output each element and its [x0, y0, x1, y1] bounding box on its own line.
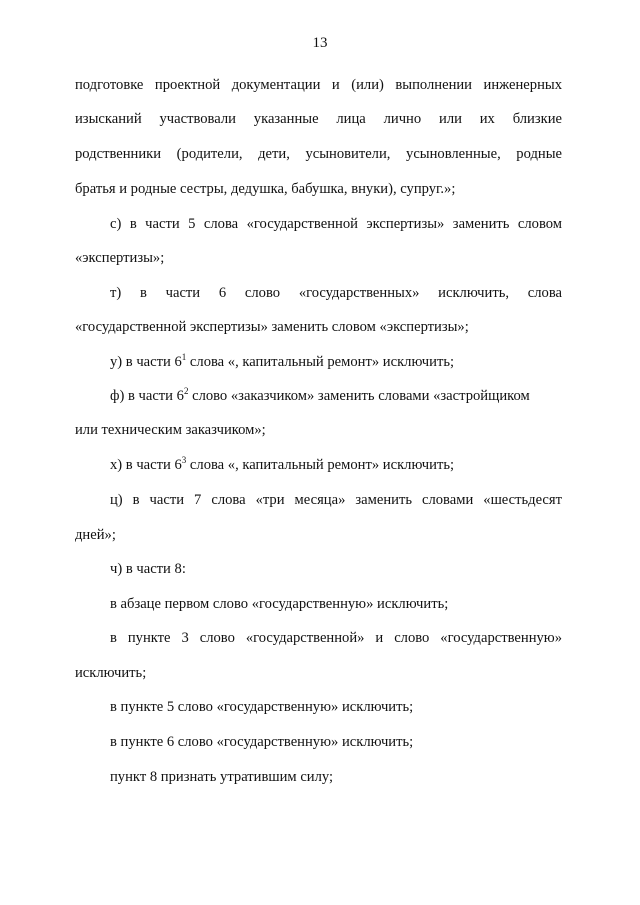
text-line-3: родственники (родители, дети, усыновители, усыновленные, родные [75, 146, 562, 162]
item-ch-line: ч) в части 8: [110, 561, 186, 577]
superscript-2: 2 [183, 386, 189, 396]
item-s-line-2: «экспертизы»; [75, 250, 165, 266]
item-t-line-2: «государственной экспертизы» заменить словом «экспертизы»; [75, 319, 469, 335]
superscript-3: 3 [181, 455, 187, 465]
item-kh-line [110, 456, 454, 474]
item-ts-line-1: ц) в части 7 слова «три месяца» заменить словами «шестьдесят [110, 492, 562, 508]
item-kh-text: х) в части 6 [110, 457, 182, 473]
item-u-text-rest: слова «, капитальный ремонт» исключить; [186, 354, 455, 370]
item-f-text: ф) в части 6 [110, 388, 184, 404]
item-t-line-1: т) в части 6 слово «государственных» исключить, слова [110, 285, 562, 301]
item-ts-line-2: дней»; [75, 527, 116, 543]
item-f-line-1 [110, 387, 562, 405]
item-u-line [110, 353, 454, 371]
item-kh-text-rest: слова «, капитальный ремонт» исключить; [186, 457, 455, 473]
subitem-line-3: в пункте 5 слово «государственную» исключить; [110, 699, 414, 715]
subitem-line-2: в пункте 3 слово «государственной» и слово «государственную» [110, 630, 562, 646]
subitem-line-4: в пункте 6 слово «государственную» исключить; [110, 734, 414, 750]
subitem-line-2-cont: исключить; [75, 665, 147, 681]
text-line-1: подготовке проектной документации и (или) выполнении инженерных [75, 77, 562, 93]
superscript-1: 1 [181, 352, 187, 362]
text-line-4: братья и родные сестры, дедушка, бабушка, внуки), супруг.»; [75, 181, 456, 197]
item-u-text: у) в части 6 [110, 354, 182, 370]
item-f-line-2: или техническим заказчиком»; [75, 422, 266, 438]
item-s-line-1: с) в части 5 слова «государственной экспертизы» заменить словом [110, 216, 562, 232]
page-number: 13 [312, 35, 328, 51]
subitem-line-5: пункт 8 признать утратившим силу; [110, 769, 334, 785]
item-f-text-rest: слово «заказчиком» заменить словами «застройщиком [188, 388, 530, 404]
text-line-2: изысканий участвовали указанные лица лично или их близкие [75, 111, 562, 127]
subitem-line-1: в абзаце первом слово «государственную» исключить; [110, 596, 449, 612]
